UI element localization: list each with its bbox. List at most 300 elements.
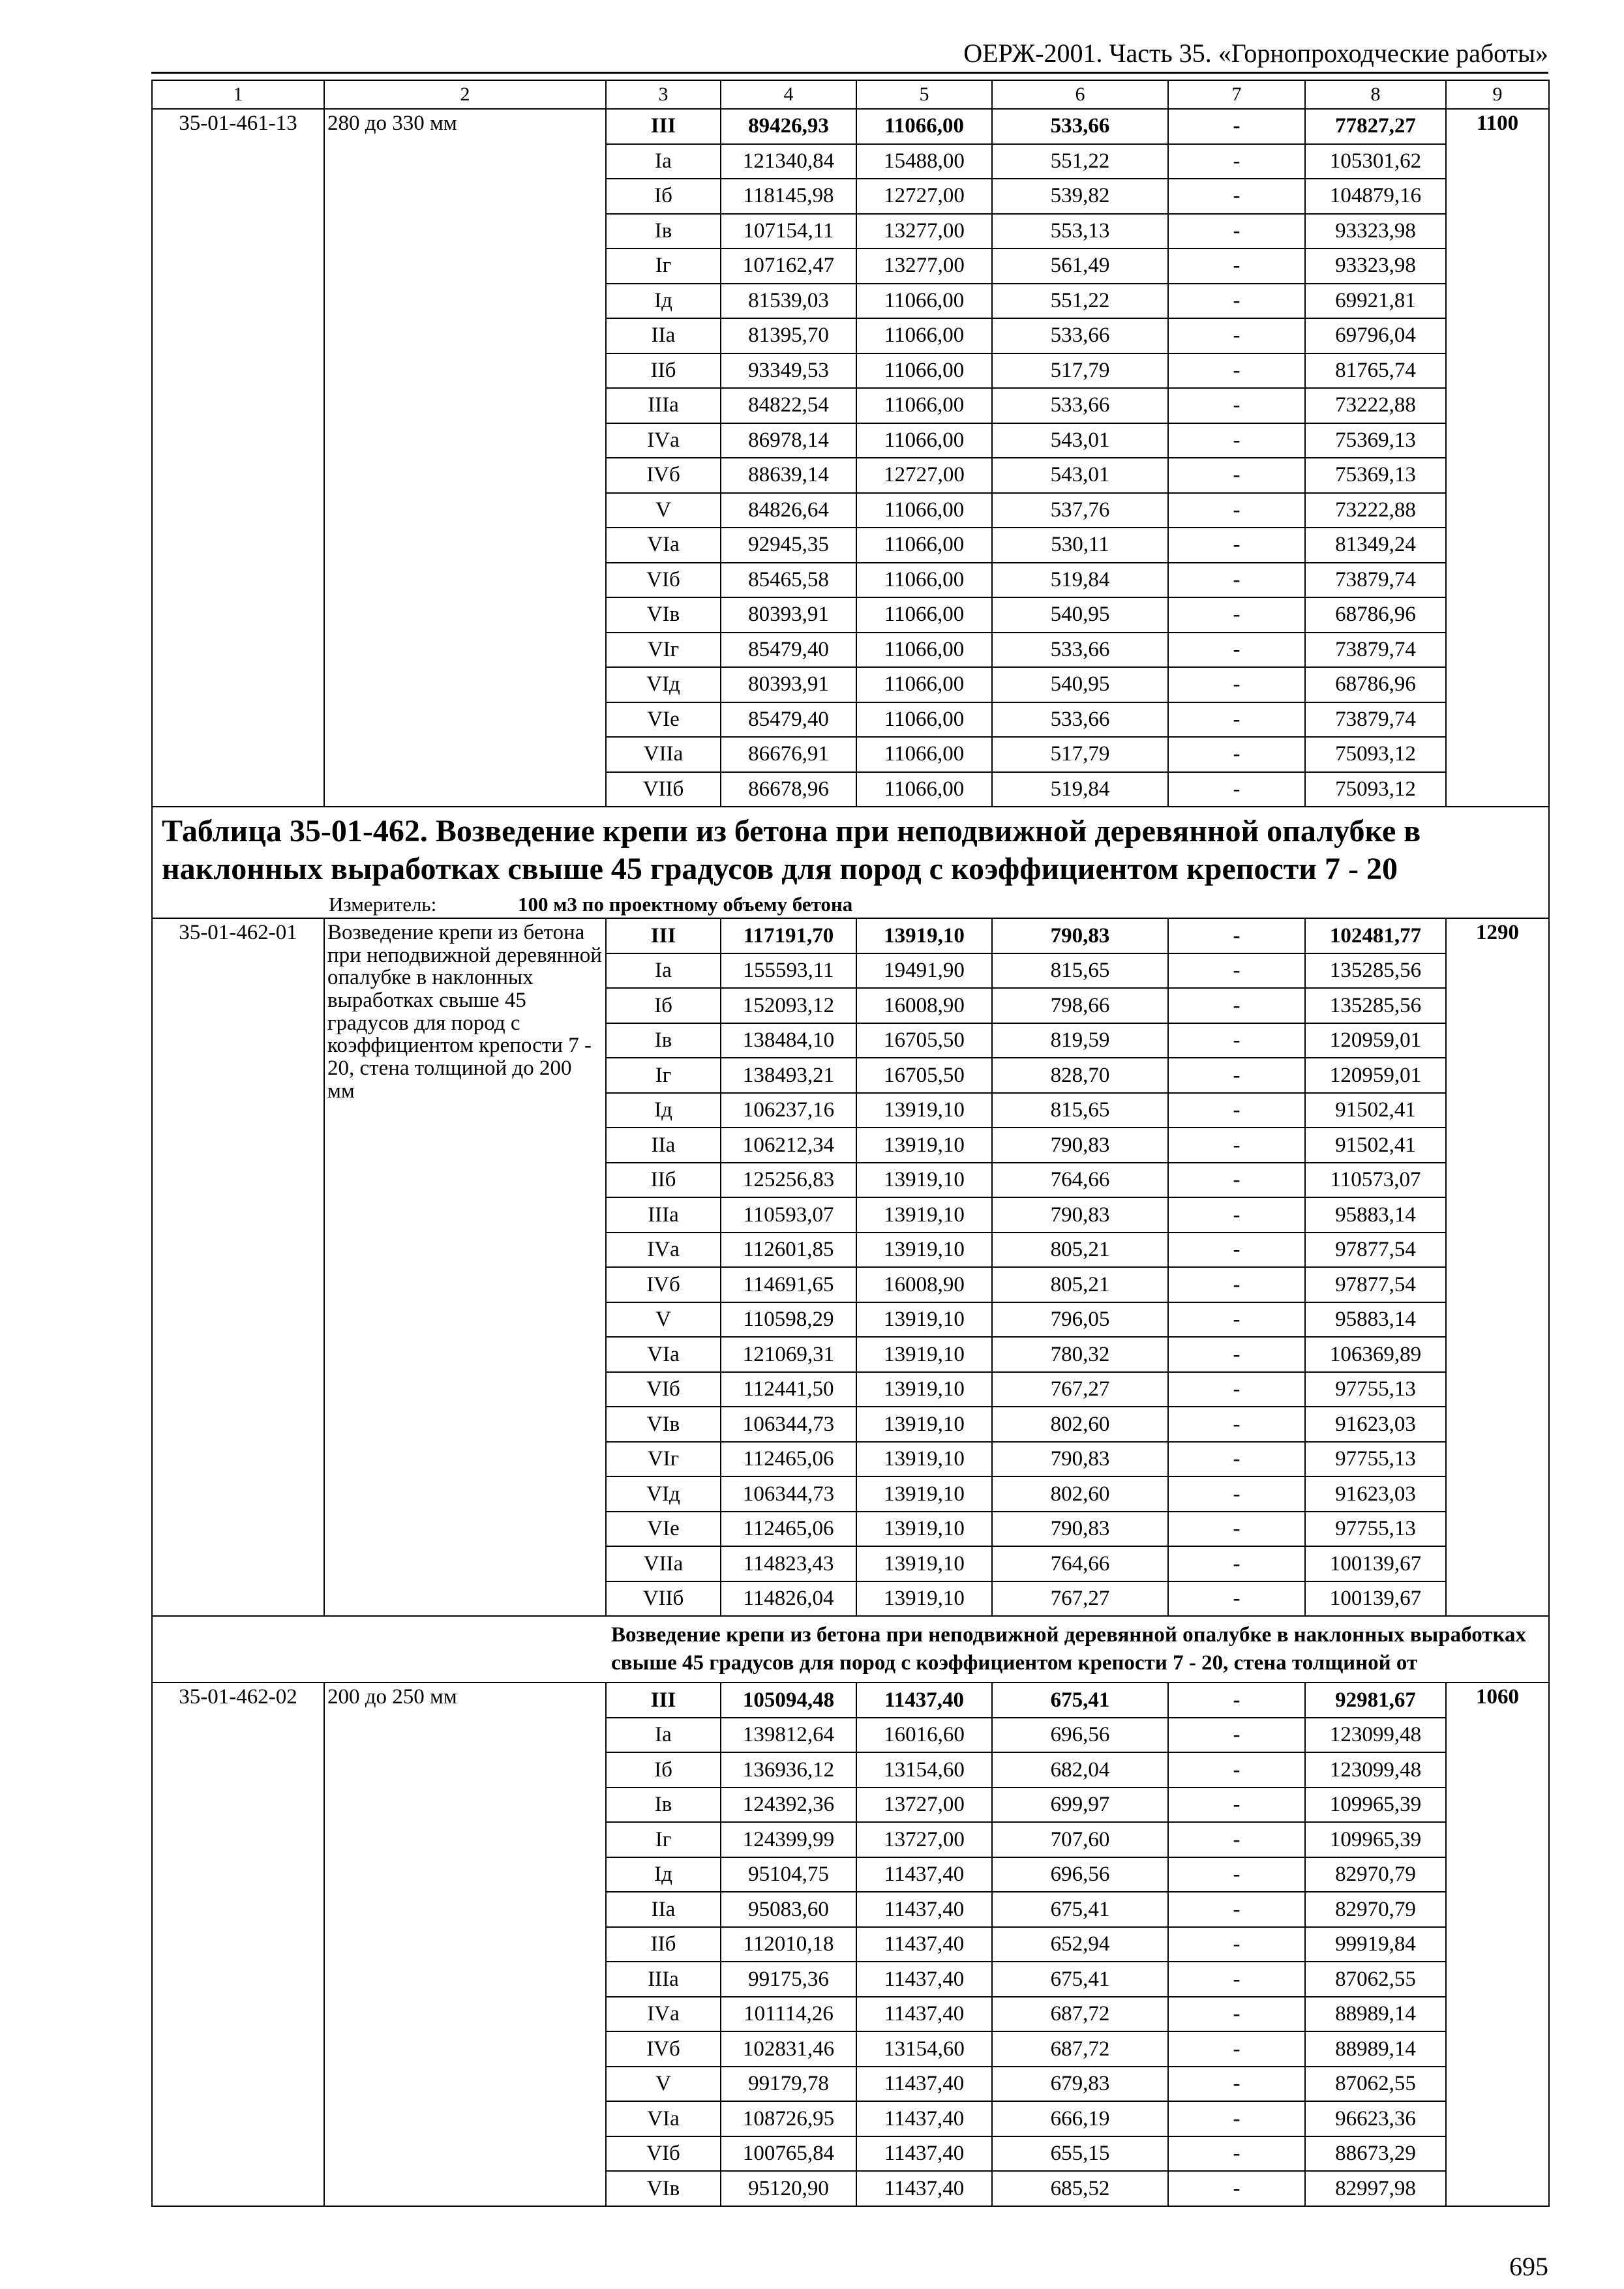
total-cost-cell: 138484,10	[721, 1023, 856, 1058]
drivers-wages-cell: -	[1168, 667, 1305, 702]
materials-cell: 95883,14	[1305, 1302, 1446, 1338]
subheading-spacer	[152, 1616, 606, 1683]
zone-cell: Iб	[606, 988, 721, 1023]
materials-cell: 97877,54	[1305, 1233, 1446, 1268]
materials-cell: 91623,03	[1305, 1407, 1446, 1442]
materials-cell: 75369,13	[1305, 423, 1446, 458]
materials-cell: 135285,56	[1305, 988, 1446, 1023]
machine-cost-cell: 539,82	[992, 179, 1168, 214]
zone-cell: IIб	[606, 1927, 721, 1962]
drivers-wages-cell: -	[1168, 918, 1305, 953]
machine-cost-cell: 517,79	[992, 353, 1168, 389]
materials-cell: 68786,96	[1305, 597, 1446, 633]
drivers-wages-cell: -	[1168, 1927, 1305, 1962]
machine-cost-cell: 652,94	[992, 1927, 1168, 1962]
labor-norm: 1060	[1446, 1683, 1549, 2206]
materials-cell: 97877,54	[1305, 1267, 1446, 1302]
wages-cell: 11437,40	[856, 1683, 992, 1718]
total-cost-cell: 86676,91	[721, 737, 856, 772]
drivers-wages-cell: -	[1168, 1197, 1305, 1233]
table-title-text: Таблица 35-01-462. Возведение крепи из бетона при неподвижной деревянной опалубке в наклонных выработках свыше 45 градусов для пород с коэффициентом крепости 7 - 20	[162, 814, 1421, 886]
wages-cell: 11066,00	[856, 388, 992, 423]
drivers-wages-cell: -	[1168, 2171, 1305, 2206]
drivers-wages-cell: -	[1168, 179, 1305, 214]
total-cost-cell: 106237,16	[721, 1093, 856, 1128]
materials-cell: 102481,77	[1305, 918, 1446, 953]
machine-cost-cell: 696,56	[992, 1857, 1168, 1893]
zone-cell: VIе	[606, 702, 721, 738]
total-cost-cell: 125256,83	[721, 1163, 856, 1198]
total-cost-cell: 124399,99	[721, 1822, 856, 1857]
drivers-wages-cell: -	[1168, 1752, 1305, 1788]
machine-cost-cell: 764,66	[992, 1163, 1168, 1198]
machine-cost-cell: 675,41	[992, 1962, 1168, 1997]
wages-cell: 12727,00	[856, 458, 992, 493]
total-cost-cell: 138493,21	[721, 1058, 856, 1093]
total-cost-cell: 114823,43	[721, 1546, 856, 1581]
materials-cell: 97755,13	[1305, 1442, 1446, 1477]
materials-cell: 75093,12	[1305, 772, 1446, 807]
drivers-wages-cell: -	[1168, 1962, 1305, 1997]
zone-cell: Iг	[606, 248, 721, 284]
machine-cost-cell: 802,60	[992, 1407, 1168, 1442]
materials-cell: 91502,41	[1305, 1093, 1446, 1128]
materials-cell: 99919,84	[1305, 1927, 1446, 1962]
zone-cell: IIIа	[606, 1962, 721, 1997]
zone-cell: IVб	[606, 458, 721, 493]
zone-cell: Iа	[606, 1718, 721, 1753]
table-row	[152, 918, 1549, 953]
drivers-wages-cell: -	[1168, 1233, 1305, 1268]
total-cost-cell: 102831,46	[721, 2031, 856, 2067]
materials-cell: 81349,24	[1305, 528, 1446, 563]
drivers-wages-cell: -	[1168, 528, 1305, 563]
total-cost-cell: 86978,14	[721, 423, 856, 458]
total-cost-cell: 88639,14	[721, 458, 856, 493]
materials-cell: 95883,14	[1305, 1197, 1446, 1233]
drivers-wages-cell: -	[1168, 1718, 1305, 1753]
labor-norm: 1290	[1446, 918, 1549, 1616]
materials-cell: 73879,74	[1305, 633, 1446, 668]
total-cost-cell: 85479,40	[721, 702, 856, 738]
total-cost-cell: 139812,64	[721, 1718, 856, 1753]
drivers-wages-cell: -	[1168, 353, 1305, 389]
machine-cost-cell: 533,66	[992, 109, 1168, 144]
total-cost-cell: 89426,93	[721, 109, 856, 144]
wages-cell: 13919,10	[856, 1476, 992, 1512]
zone-cell: VIIа	[606, 1546, 721, 1581]
zone-cell: VIIа	[606, 737, 721, 772]
drivers-wages-cell: -	[1168, 1442, 1305, 1477]
wages-cell: 13919,10	[856, 1407, 992, 1442]
zone-cell: IVб	[606, 1267, 721, 1302]
total-cost-cell: 93349,53	[721, 353, 856, 389]
materials-cell: 77827,27	[1305, 109, 1446, 144]
wages-cell: 13154,60	[856, 1752, 992, 1788]
total-cost-cell: 81395,70	[721, 318, 856, 353]
zone-cell: III	[606, 1683, 721, 1718]
materials-cell: 91623,03	[1305, 1476, 1446, 1512]
machine-cost-cell: 533,66	[992, 388, 1168, 423]
running-header: ОЕРЖ-2001. Часть 35. «Горнопроходческие работы»	[963, 38, 1548, 68]
total-cost-cell: 101114,26	[721, 1997, 856, 2032]
drivers-wages-cell: -	[1168, 2067, 1305, 2102]
zone-cell: Iг	[606, 1822, 721, 1857]
materials-cell: 88673,29	[1305, 2136, 1446, 2172]
wages-cell: 11066,00	[856, 353, 992, 389]
drivers-wages-cell: -	[1168, 597, 1305, 633]
drivers-wages-cell: -	[1168, 988, 1305, 1023]
total-cost-cell: 110598,29	[721, 1302, 856, 1338]
materials-cell: 82997,98	[1305, 2171, 1446, 2206]
drivers-wages-cell: -	[1168, 1267, 1305, 1302]
drivers-wages-cell: -	[1168, 423, 1305, 458]
drivers-wages-cell: -	[1168, 318, 1305, 353]
drivers-wages-cell: -	[1168, 1023, 1305, 1058]
materials-cell: 75369,13	[1305, 458, 1446, 493]
materials-cell: 123099,48	[1305, 1718, 1446, 1753]
wages-cell: 13919,10	[856, 1128, 992, 1163]
total-cost-cell: 110593,07	[721, 1197, 856, 1233]
rates-table	[151, 80, 1550, 2207]
drivers-wages-cell: -	[1168, 1302, 1305, 1338]
machine-cost-cell: 540,95	[992, 667, 1168, 702]
materials-cell: 109965,39	[1305, 1822, 1446, 1857]
wages-cell: 16008,90	[856, 988, 992, 1023]
zone-cell: VIIб	[606, 1581, 721, 1617]
drivers-wages-cell: -	[1168, 2101, 1305, 2136]
drivers-wages-cell: -	[1168, 214, 1305, 249]
zone-cell: Iв	[606, 1023, 721, 1058]
materials-cell: 69921,81	[1305, 284, 1446, 319]
total-cost-cell: 107162,47	[721, 248, 856, 284]
wages-cell: 13919,10	[856, 1163, 992, 1198]
machine-cost-cell: 537,76	[992, 493, 1168, 528]
page-number: 695	[1509, 2252, 1548, 2281]
drivers-wages-cell: -	[1168, 1407, 1305, 1442]
wages-cell: 11066,00	[856, 109, 992, 144]
zone-cell: IVа	[606, 423, 721, 458]
drivers-wages-cell: -	[1168, 2031, 1305, 2067]
machine-cost-cell: 682,04	[992, 1752, 1168, 1788]
wages-cell: 11066,00	[856, 737, 992, 772]
total-cost-cell: 106344,73	[721, 1407, 856, 1442]
zone-cell: IVб	[606, 2031, 721, 2067]
zone-cell: VIа	[606, 528, 721, 563]
total-cost-cell: 80393,91	[721, 597, 856, 633]
drivers-wages-cell: -	[1168, 1892, 1305, 1927]
machine-cost-cell: 805,21	[992, 1233, 1168, 1268]
total-cost-cell: 112010,18	[721, 1927, 856, 1962]
wages-cell: 13919,10	[856, 918, 992, 953]
machine-cost-cell: 828,70	[992, 1058, 1168, 1093]
wages-cell: 13727,00	[856, 1788, 992, 1823]
materials-cell: 96623,36	[1305, 2101, 1446, 2136]
column-number: 7	[1168, 80, 1305, 109]
drivers-wages-cell: -	[1168, 1512, 1305, 1547]
machine-cost-cell: 815,65	[992, 1093, 1168, 1128]
total-cost-cell: 117191,70	[721, 918, 856, 953]
total-cost-cell: 85479,40	[721, 633, 856, 668]
machine-cost-cell: 687,72	[992, 2031, 1168, 2067]
materials-cell: 109965,39	[1305, 1788, 1446, 1823]
total-cost-cell: 155593,11	[721, 953, 856, 989]
machine-cost-cell: 780,32	[992, 1337, 1168, 1372]
materials-cell: 87062,55	[1305, 2067, 1446, 2102]
machine-cost-cell: 530,11	[992, 528, 1168, 563]
wages-cell: 11066,00	[856, 318, 992, 353]
zone-cell: Iа	[606, 144, 721, 179]
wages-cell: 13919,10	[856, 1337, 992, 1372]
materials-cell: 73222,88	[1305, 388, 1446, 423]
total-cost-cell: 118145,98	[721, 179, 856, 214]
zone-cell: VIа	[606, 2101, 721, 2136]
drivers-wages-cell: -	[1168, 563, 1305, 598]
drivers-wages-cell: -	[1168, 1822, 1305, 1857]
machine-cost-cell: 687,72	[992, 1997, 1168, 2032]
drivers-wages-cell: -	[1168, 1093, 1305, 1128]
drivers-wages-cell: -	[1168, 493, 1305, 528]
zone-cell: Iв	[606, 214, 721, 249]
machine-cost-cell: 767,27	[992, 1581, 1168, 1617]
drivers-wages-cell: -	[1168, 772, 1305, 807]
wages-cell: 11437,40	[856, 2171, 992, 2206]
wages-cell: 11066,00	[856, 528, 992, 563]
column-number: 9	[1446, 80, 1549, 109]
wages-cell: 16016,60	[856, 1718, 992, 1753]
zone-cell: VIб	[606, 563, 721, 598]
wages-cell: 11066,00	[856, 667, 992, 702]
machine-cost-cell: 543,01	[992, 423, 1168, 458]
wages-cell: 11437,40	[856, 1962, 992, 1997]
wages-cell: 13277,00	[856, 248, 992, 284]
wages-cell: 13919,10	[856, 1442, 992, 1477]
column-number: 5	[856, 80, 992, 109]
drivers-wages-cell: -	[1168, 144, 1305, 179]
header-rule	[151, 72, 1548, 74]
total-cost-cell: 107154,11	[721, 214, 856, 249]
materials-cell: 97755,13	[1305, 1372, 1446, 1407]
total-cost-cell: 100765,84	[721, 2136, 856, 2172]
zone-cell: Iд	[606, 284, 721, 319]
machine-cost-cell: 802,60	[992, 1476, 1168, 1512]
drivers-wages-cell: -	[1168, 248, 1305, 284]
drivers-wages-cell: -	[1168, 1476, 1305, 1512]
machine-cost-cell: 685,52	[992, 2171, 1168, 2206]
zone-cell: VIв	[606, 1407, 721, 1442]
machine-cost-cell: 675,41	[992, 1892, 1168, 1927]
wages-cell: 12727,00	[856, 179, 992, 214]
total-cost-cell: 121340,84	[721, 144, 856, 179]
rate-code: 35-01-462-01	[152, 918, 324, 1616]
drivers-wages-cell: -	[1168, 633, 1305, 668]
materials-cell: 92981,67	[1305, 1683, 1446, 1718]
total-cost-cell: 99175,36	[721, 1962, 856, 1997]
total-cost-cell: 112465,06	[721, 1512, 856, 1547]
zone-cell: IIIа	[606, 1197, 721, 1233]
rate-description: Возведение крепи из бетона при неподвижной деревянной опалубке в наклонных выработках свыше 45 градусов для пород с коэффициентом крепости 7 - 20, стена толщиной до 200 мм	[324, 918, 606, 1616]
subheading: Возведение крепи из бетона при неподвижной деревянной опалубке в наклонных выработках свыше 45 градусов для пород с коэффициентом крепости 7 - 20, стена толщиной от	[606, 1616, 1549, 1683]
machine-cost-cell: 533,66	[992, 633, 1168, 668]
zone-cell: Iд	[606, 1093, 721, 1128]
machine-cost-cell: 790,83	[992, 918, 1168, 953]
wages-cell: 11437,40	[856, 1892, 992, 1927]
materials-cell: 69796,04	[1305, 318, 1446, 353]
wages-cell: 11066,00	[856, 702, 992, 738]
total-cost-cell: 112441,50	[721, 1372, 856, 1407]
wages-cell: 11437,40	[856, 2136, 992, 2172]
total-cost-cell: 95104,75	[721, 1857, 856, 1893]
wages-cell: 11066,00	[856, 563, 992, 598]
total-cost-cell: 114826,04	[721, 1581, 856, 1617]
wages-cell: 13919,10	[856, 1197, 992, 1233]
machine-cost-cell: 551,22	[992, 284, 1168, 319]
drivers-wages-cell: -	[1168, 737, 1305, 772]
wages-cell: 11066,00	[856, 772, 992, 807]
zone-cell: IVа	[606, 1997, 721, 2032]
machine-cost-cell: 796,05	[992, 1302, 1168, 1338]
machine-cost-cell: 790,83	[992, 1442, 1168, 1477]
drivers-wages-cell: -	[1168, 1128, 1305, 1163]
materials-cell: 73222,88	[1305, 493, 1446, 528]
zone-cell: IIа	[606, 1892, 721, 1927]
materials-cell: 135285,56	[1305, 953, 1446, 989]
total-cost-cell: 124392,36	[721, 1788, 856, 1823]
total-cost-cell: 136936,12	[721, 1752, 856, 1788]
materials-cell: 88989,14	[1305, 1997, 1446, 2032]
materials-cell: 87062,55	[1305, 1962, 1446, 1997]
machine-cost-cell: 666,19	[992, 2101, 1168, 2136]
wages-cell: 13919,10	[856, 1233, 992, 1268]
rate-description: 280 до 330 мм	[324, 109, 606, 807]
table-title-row	[152, 807, 1549, 891]
materials-cell: 104879,16	[1305, 179, 1446, 214]
total-cost-cell: 95120,90	[721, 2171, 856, 2206]
materials-cell: 110573,07	[1305, 1163, 1446, 1198]
machine-cost-cell: 540,95	[992, 597, 1168, 633]
machine-cost-cell: 517,79	[992, 737, 1168, 772]
materials-cell: 73879,74	[1305, 563, 1446, 598]
machine-cost-cell: 543,01	[992, 458, 1168, 493]
materials-cell: 73879,74	[1305, 702, 1446, 738]
zone-cell: VIд	[606, 667, 721, 702]
materials-cell: 91502,41	[1305, 1128, 1446, 1163]
zone-cell: V	[606, 493, 721, 528]
zone-cell: VIв	[606, 597, 721, 633]
wages-cell: 11066,00	[856, 284, 992, 319]
zone-cell: Iб	[606, 1752, 721, 1788]
total-cost-cell: 81539,03	[721, 284, 856, 319]
zone-cell: IIб	[606, 1163, 721, 1198]
table-row	[152, 1683, 1549, 1718]
wages-cell: 11437,40	[856, 1927, 992, 1962]
machine-cost-cell: 561,49	[992, 248, 1168, 284]
machine-cost-cell: 764,66	[992, 1546, 1168, 1581]
materials-cell: 100139,67	[1305, 1581, 1446, 1617]
materials-cell: 97755,13	[1305, 1512, 1446, 1547]
machine-cost-cell: 533,66	[992, 318, 1168, 353]
materials-cell: 105301,62	[1305, 144, 1446, 179]
materials-cell: 93323,98	[1305, 248, 1446, 284]
machine-cost-cell: 790,83	[992, 1128, 1168, 1163]
wages-cell: 11437,40	[856, 1997, 992, 2032]
drivers-wages-cell: -	[1168, 1997, 1305, 2032]
total-cost-cell: 95083,60	[721, 1892, 856, 1927]
zone-cell: VIа	[606, 1337, 721, 1372]
materials-cell: 120959,01	[1305, 1058, 1446, 1093]
zone-cell: III	[606, 109, 721, 144]
drivers-wages-cell: -	[1168, 458, 1305, 493]
machine-cost-cell: 707,60	[992, 1822, 1168, 1857]
measure-label: Измеритель:	[329, 892, 437, 916]
zone-cell: IIа	[606, 1128, 721, 1163]
subheading-row	[152, 1616, 1549, 1683]
machine-cost-cell: 553,13	[992, 214, 1168, 249]
zone-cell: IIIа	[606, 388, 721, 423]
drivers-wages-cell: -	[1168, 1163, 1305, 1198]
materials-cell: 123099,48	[1305, 1752, 1446, 1788]
total-cost-cell: 106212,34	[721, 1128, 856, 1163]
drivers-wages-cell: -	[1168, 2136, 1305, 2172]
table-title	[152, 807, 1549, 891]
machine-cost-cell: 815,65	[992, 953, 1168, 989]
machine-cost-cell: 675,41	[992, 1683, 1168, 1718]
wages-cell: 16705,50	[856, 1058, 992, 1093]
total-cost-cell: 85465,58	[721, 563, 856, 598]
machine-cost-cell: 533,66	[992, 702, 1168, 738]
zone-cell: V	[606, 2067, 721, 2102]
machine-cost-cell: 819,59	[992, 1023, 1168, 1058]
machine-cost-cell: 696,56	[992, 1718, 1168, 1753]
zone-cell: VIIб	[606, 772, 721, 807]
machine-cost-cell: 679,83	[992, 2067, 1168, 2102]
total-cost-cell: 84826,64	[721, 493, 856, 528]
total-cost-cell: 106344,73	[721, 1476, 856, 1512]
materials-cell: 120959,01	[1305, 1023, 1446, 1058]
column-number: 2	[324, 80, 606, 109]
drivers-wages-cell: -	[1168, 1546, 1305, 1581]
machine-cost-cell: 767,27	[992, 1372, 1168, 1407]
wages-cell: 13727,00	[856, 1822, 992, 1857]
column-number: 6	[992, 80, 1168, 109]
drivers-wages-cell: -	[1168, 702, 1305, 738]
materials-cell: 75093,12	[1305, 737, 1446, 772]
machine-cost-cell: 519,84	[992, 563, 1168, 598]
total-cost-cell: 80393,91	[721, 667, 856, 702]
column-number: 8	[1305, 80, 1446, 109]
total-cost-cell: 99179,78	[721, 2067, 856, 2102]
column-number: 1	[152, 80, 324, 109]
rate-description: 200 до 250 мм	[324, 1683, 606, 2206]
table-row	[152, 109, 1549, 144]
total-cost-cell: 108726,95	[721, 2101, 856, 2136]
total-cost-cell: 92945,35	[721, 528, 856, 563]
wages-cell: 13919,10	[856, 1546, 992, 1581]
zone-cell: VIе	[606, 1512, 721, 1547]
wages-cell: 11066,00	[856, 423, 992, 458]
drivers-wages-cell: -	[1168, 1372, 1305, 1407]
machine-cost-cell: 655,15	[992, 2136, 1168, 2172]
zone-cell: VIв	[606, 2171, 721, 2206]
rate-code: 35-01-462-02	[152, 1683, 324, 2206]
measure-cell	[152, 891, 1549, 918]
wages-cell: 13919,10	[856, 1581, 992, 1617]
drivers-wages-cell: -	[1168, 1683, 1305, 1718]
wages-cell: 11066,00	[856, 597, 992, 633]
zone-cell: VIд	[606, 1476, 721, 1512]
machine-cost-cell: 519,84	[992, 772, 1168, 807]
zone-cell: Iб	[606, 179, 721, 214]
